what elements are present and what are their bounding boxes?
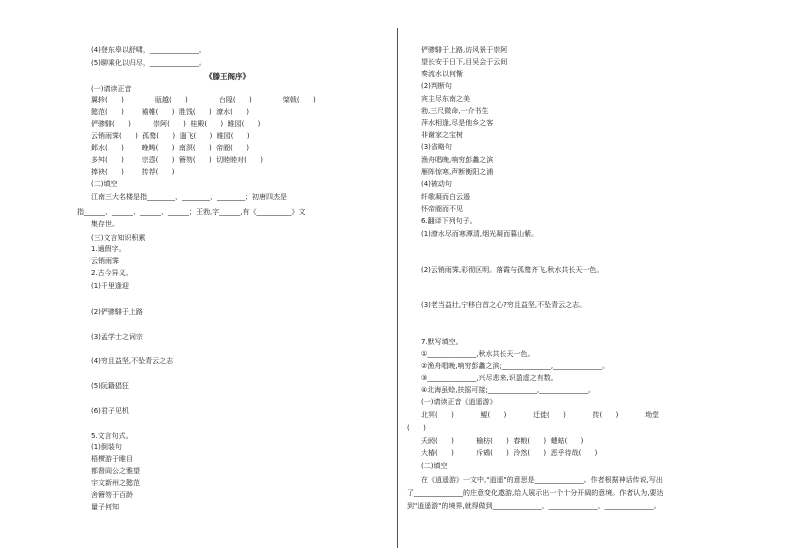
line-text: 俨骖騑( ) 崇阿( ) 桂殿( ) 睢园( ) bbox=[91, 120, 261, 128]
left-text-line bbox=[91, 503, 119, 512]
line-text: 2.古今异义。 bbox=[91, 269, 133, 277]
left-text-line bbox=[91, 443, 122, 452]
line-text: 云销雨霁( ) 孤鹜( ) 遄飞( ) 睢园( ) bbox=[91, 132, 250, 140]
line-text: 懿范( ) 襜帷( ) 胜饯( ) 潦水( ) bbox=[91, 108, 249, 116]
line-text: 6.翻译下列句子。 bbox=[421, 217, 477, 225]
right-text-line bbox=[407, 424, 426, 433]
line-text: 捧袂( ) 抟荐( ) bbox=[91, 168, 175, 176]
right-text-line bbox=[421, 338, 463, 347]
line-text: (4)被动句 bbox=[421, 180, 452, 188]
line-text: (1)倒装句 bbox=[91, 443, 122, 451]
line-text: 7.默写填空。 bbox=[421, 338, 463, 346]
right-text-line bbox=[421, 217, 477, 226]
line-text: (一)请读正音 bbox=[91, 85, 132, 93]
right-text-line bbox=[407, 502, 661, 511]
right-text-line bbox=[421, 131, 463, 140]
line-text: 翼轸( ) 瓯越( ) 台隍( ) 棨戟( ) bbox=[91, 96, 316, 104]
line-text: (5)阮籍猖狂 bbox=[91, 382, 129, 390]
right-text-line bbox=[421, 82, 452, 91]
left-text-line bbox=[91, 180, 117, 189]
line-text: 北冥( ) 鲲( ) 迁徙( ) 抟( ) 坳堂 bbox=[421, 411, 660, 419]
line-text: ④北海虽赊,扶摇可接;______________,______________。 bbox=[421, 386, 596, 394]
right-text-line bbox=[421, 95, 470, 104]
line-text: 俨骖騑于上路,访风景于崇阿 bbox=[421, 46, 508, 54]
left-text-line bbox=[91, 108, 249, 117]
right-text-line bbox=[421, 398, 496, 407]
right-text-line bbox=[421, 411, 659, 420]
line-text: 勃,三尺微命,一介书生 bbox=[421, 107, 489, 115]
left-text-line bbox=[91, 308, 143, 317]
left-text-line bbox=[91, 357, 173, 366]
line-text: (4)穷且益坚,不坠青云之志 bbox=[91, 357, 174, 365]
line-text: 量子何知 bbox=[91, 503, 119, 511]
right-text-line bbox=[421, 70, 463, 79]
left-text-line bbox=[91, 257, 119, 266]
right-text-line bbox=[421, 449, 597, 458]
line-text: 奏流水以何惭 bbox=[421, 70, 463, 78]
right-text-line bbox=[421, 476, 663, 485]
left-text-line bbox=[91, 59, 206, 68]
line-text: ①______________,秋水共长天一色。 bbox=[421, 350, 535, 358]
line-text: 雁阵惊寒,声断衡阳之浦 bbox=[421, 168, 494, 176]
line-text: 望长安于日下,目吴会于云间 bbox=[421, 58, 508, 66]
right-text-line bbox=[421, 168, 493, 177]
line-text: 夭阏( ) 榆枋( ) 舂粮( ) 蟪蛄( ) bbox=[421, 437, 584, 445]
line-text: 5.文言句式。 bbox=[91, 432, 133, 440]
left-text-line bbox=[91, 234, 145, 243]
line-text: (5)聊乘化以归尽，______________。 bbox=[91, 59, 206, 67]
right-text-line bbox=[421, 156, 493, 165]
line-text: (二)填空 bbox=[91, 180, 118, 188]
line-text: 大椿( ) 斥鴳( ) 泠然( ) 恶乎待哉( ) bbox=[421, 449, 598, 457]
left-text-line bbox=[91, 455, 133, 464]
right-text-line bbox=[421, 362, 609, 371]
left-text-line bbox=[91, 132, 250, 141]
line-text: 纤歌凝而白云遏 bbox=[421, 193, 470, 201]
left-text-line bbox=[91, 282, 129, 291]
line-text: 指______、______、______、______；王勃,字______,有《__________》文 bbox=[77, 208, 306, 216]
right-text-line bbox=[421, 374, 558, 383]
left-text-line bbox=[91, 467, 140, 476]
line-text: 江南三大名楼是指________、________、________；初唐四杰是 bbox=[91, 193, 287, 201]
right-text-line bbox=[421, 301, 586, 310]
line-text: (2)判断句 bbox=[421, 82, 452, 90]
left-text-line bbox=[91, 120, 260, 129]
left-text-line bbox=[91, 168, 174, 177]
right-text-line bbox=[421, 119, 493, 128]
left-text-line bbox=[91, 96, 316, 105]
right-text-line bbox=[421, 107, 488, 116]
right-text-line bbox=[421, 180, 452, 189]
left-text-line bbox=[91, 333, 143, 342]
line-text: (2)俨骖騑于上路 bbox=[91, 308, 143, 316]
line-text: (1)潦水尽而寒潭清,烟光凝而暮山紫。 bbox=[421, 230, 539, 238]
line-text: 怀帝阍而不见 bbox=[421, 205, 463, 213]
right-text-line bbox=[407, 489, 663, 498]
right-text-line bbox=[421, 205, 463, 214]
line-text: 非谢家之宝树 bbox=[421, 131, 463, 139]
left-text-line bbox=[91, 269, 133, 278]
left-text-line bbox=[91, 156, 263, 165]
left-text-line bbox=[91, 491, 133, 500]
right-text-line bbox=[421, 143, 452, 152]
left-text-line bbox=[91, 193, 287, 202]
line-text: ②渔舟唱晚,响穷彭蠡之滨;______________,______________。 bbox=[421, 362, 610, 370]
line-text: 集存世。 bbox=[91, 220, 119, 228]
line-text: 了______________的庄意变化遨游,给人展示出一个十分开阔的意境。作者认为,要达 bbox=[407, 489, 664, 497]
right-text-line bbox=[421, 350, 535, 359]
left-text-line bbox=[91, 479, 140, 488]
line-text: (3)孟学士之词宗 bbox=[91, 333, 143, 341]
right-text-line bbox=[421, 193, 470, 202]
line-text: 都督阎公之雅望 bbox=[91, 467, 140, 475]
left-text-line bbox=[91, 407, 129, 416]
line-text: 多舛( ) 宗悫( ) 簪笏( ) 切睦睦对( ) bbox=[91, 156, 263, 164]
line-text: 渔舟唱晚,响穷彭蠡之滨 bbox=[421, 156, 494, 164]
left-text-line bbox=[91, 382, 129, 391]
left-text-line bbox=[91, 432, 133, 441]
line-text: (3)省略句 bbox=[421, 143, 452, 151]
right-text-line bbox=[421, 266, 603, 275]
left-text-line bbox=[91, 46, 206, 55]
line-text: 到"逍遥游"的境界,就得做到______________、______________、______________。 bbox=[407, 502, 661, 510]
left-text-line bbox=[205, 72, 250, 81]
left-text-line bbox=[91, 144, 249, 153]
left-text-line bbox=[91, 220, 119, 229]
column-divider bbox=[397, 28, 398, 548]
right-text-line bbox=[421, 230, 538, 239]
line-text: (1)千里逢迎 bbox=[91, 282, 129, 290]
line-text: (一)请读正音《逍遥游》 bbox=[421, 398, 497, 406]
right-text-line bbox=[421, 46, 507, 55]
line-text: (三)文言知识积累 bbox=[91, 234, 146, 242]
line-text: (3)老当益壮,宁移白首之心?穷且益坚,不坠青云之志。 bbox=[421, 301, 587, 309]
line-text: 《滕王阁序》 bbox=[205, 72, 250, 81]
line-text: 在《逍遥游》一文中,"逍遥"的意思是______________。作者根据神话传说,写出 bbox=[421, 476, 663, 484]
right-text-line bbox=[421, 437, 583, 446]
left-text-line bbox=[91, 85, 131, 94]
left-text-line bbox=[77, 208, 305, 217]
line-text: 宾主尽东南之美 bbox=[421, 95, 470, 103]
right-text-line bbox=[421, 58, 507, 67]
line-text: (6)君子见机 bbox=[91, 407, 129, 415]
line-text: 萍水相逢,尽是他乡之客 bbox=[421, 119, 494, 127]
line-text: ③______________,兴尽悲来,识盈虚之有数。 bbox=[421, 374, 558, 382]
line-text: 邺水( ) 晚畴( ) 南溟( ) 帝阍( ) bbox=[91, 144, 249, 152]
line-text: 舍簪笏于百龄 bbox=[91, 491, 133, 499]
line-text: 1.通假字。 bbox=[91, 245, 126, 253]
line-text: (4)登东皋以舒啸，______________。 bbox=[91, 46, 206, 54]
line-text: ( ) bbox=[407, 424, 426, 432]
line-text: 云销雨霁 bbox=[91, 257, 119, 265]
right-text-line bbox=[421, 386, 595, 395]
line-text: 梧槚游于睢目 bbox=[91, 455, 133, 463]
right-text-line bbox=[421, 462, 447, 471]
left-text-line bbox=[91, 245, 126, 254]
line-text: (2)云销雨霁,彩彻区明。落霞与孤鹜齐飞,秋水共长天一色。 bbox=[421, 266, 604, 274]
line-text: (二)填空 bbox=[421, 462, 448, 470]
line-text: 宇文新州之懿范 bbox=[91, 479, 140, 487]
